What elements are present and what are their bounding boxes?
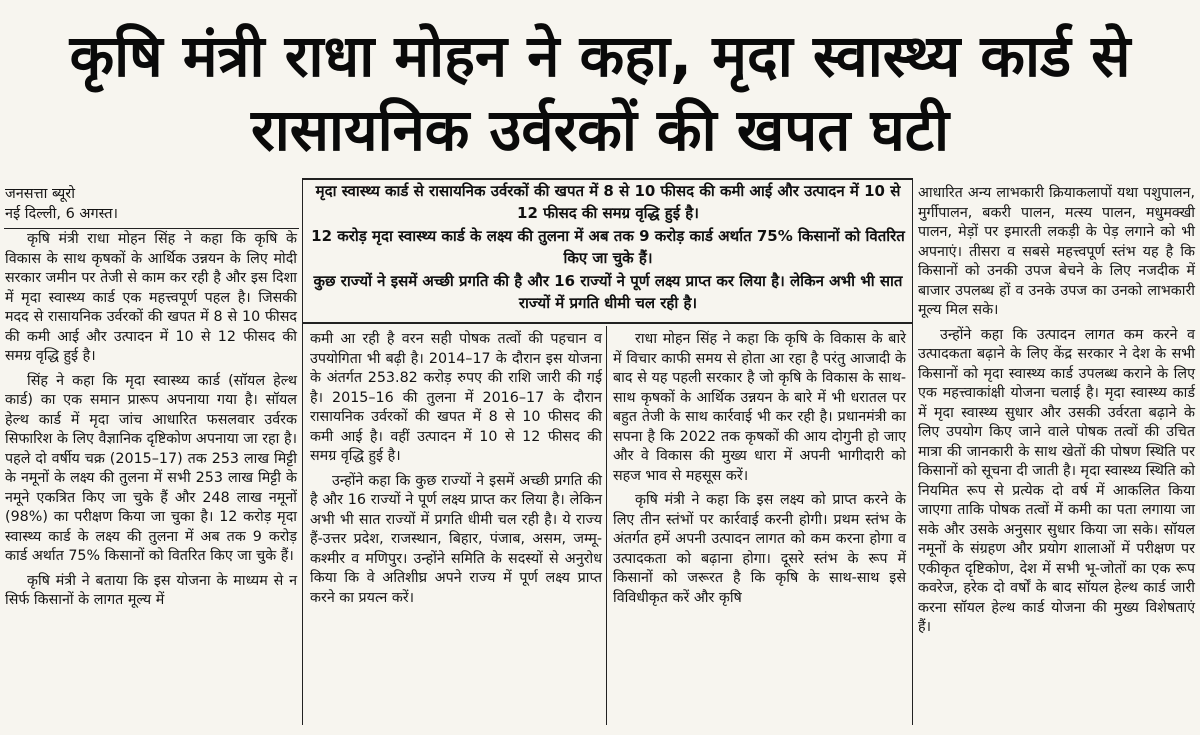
paragraph: उन्होंने कहा कि उत्पादन लागत कम करने व उत्पादकता बढ़ाने के लिए केंद्र सरकार ने देश के सभी किसानों को मृदा स्वास्थ्य कार्ड उपलब्ध कराने के लिए एक महत्त्वाकांक्षी योजना चलाई है। मृदा स्वास्थ्य कार्ड में मृदा स्वास्थ्य सुधार और उसकी उर्वरता बढ़ाने के लिए उपयोग किए जाने वाले पोषक तत्वों की उचित मात्रा की जानकारी के साथ खेतों की पोषण स्थिति पर किसानों को सूचना दी जाती है। मृदा स्वास्थ्य स्थिति को नियमित रूप से प्रत्येक दो वर्ष में आकलित किया जाएगा ताकि पोषक तत्वों में कमी का पता लगाया जा सके और उसके अनुसार सुधार किया जा सके। सॉयल नमूनों के संग्रहण और प्रयोग शालाओं में परीक्षण पर एकीकृत दृष्टिकोण, देश में सभी भू-जोतों का एक रूप कवरेज, हरेक दो वर्षों के बाद सॉयल हेल्थ कार्ड जारी करना सॉयल हेल्थ कार्ड योजना की मुख्य विशेषताएं हैं। — [918, 326, 1195, 635]
highlight-box — [308, 180, 908, 315]
column-rule-3 — [912, 180, 913, 725]
article-column-4 — [918, 184, 1195, 643]
highlight-item: कुछ राज्यों ने इसमें अच्छी प्रगति की है और 16 राज्यों ने पूर्ण लक्ष्य प्राप्त कर लिया है। लेकिन अभी भी सात राज्यों में प्रगति धीमी चल रही है। — [313, 272, 903, 312]
article-column-1 — [5, 184, 297, 616]
paragraph: कृषि मंत्री ने कहा कि इस लक्ष्य को प्राप्त करने के लिए तीन स्तंभों पर कार्रवाई करनी होगी। प्रथम स्तंभ के अंतर्गत हमें अपनी उत्पादन लागत को कम करना होगा व उत्पादकता को बढ़ाना होगा। दूसरे स्तंभ के रूप में किसानों को जरूरत है कि कृषि के साथ-साथ इसे विविधीकृत करें और कृषि — [613, 492, 906, 606]
byline-dateline: नई दिल्ली, 6 अगस्त। — [5, 206, 119, 222]
paragraph: कृषि मंत्री ने बताया कि इस योजना के माध्यम से न सिर्फ किसानों के लागत मूल्य में — [5, 572, 297, 608]
paragraph: आधारित अन्य लाभकारी क्रियाकलापों यथा पशुपालन, मुर्गीपालन, बकरी पालन, मत्स्य पालन, मधुमक्खी पालन, मेड़ों पर इमारती लकड़ी के पेड़ लगाने को भी अपनाएं। तीसरा व सबसे महत्त्वपूर्ण स्तंभ यह है कि किसानों को उनकी उपज बेचने के लिए नजदीक में बाजार उपलब्ध हों व उनके उपज का उनको लाभकारी मूल्य मिल सके। — [918, 185, 1195, 318]
column-rule-2 — [606, 326, 607, 725]
article-column-3 — [613, 330, 906, 613]
column-rule-1 — [302, 180, 303, 725]
paragraph: राधा मोहन सिंह ने कहा कि कृषि के विकास के बारे में विचार काफी समय से होता आ रहा है परंतु आजादी के बाद से यह पहली सरकार है जो कृषि के विकास के साथ-साथ कृषकों के आर्थिक उन्नयन के बारे में भी धरातल पर बहुत तेजी के साथ कार्रवाई भी कर रही है। प्रधानमंत्री का सपना है कि 2022 तक कृषकों की आय दोगुनी हो जाए और वे विकास की मुख्य धारा में अपनी भागीदारी को सहज भाव से महसूस करें। — [613, 331, 906, 484]
headline-line-1: कृषि मंत्री राधा मोहन ने कहा, मृदा स्वास्थ्य कार्ड से — [69, 22, 1131, 90]
highlight-bottom-rule — [302, 322, 913, 324]
article-column-2 — [310, 330, 602, 613]
headline — [0, 0, 1200, 170]
paragraph: उन्होंने कहा कि कुछ राज्यों ने इसमें अच्छी प्रगति की है और 16 राज्यों ने पूर्ण लक्ष्य प्राप्त कर लिया है। लेकिन अभी भी सात राज्यों में प्रगति धीमी चल रही है। ये राज्य हैं-उत्तर प्रदेश, राजस्थान, बिहार, पंजाब, असम, जम्मू-कश्मीर व मणिपुर। उन्होंने समिति के सदस्यों से अनुरोध किया कि वे अतिशीघ्र अपने राज्य में पूर्ण लक्ष्य प्राप्त करने का प्रयत्न करें। — [310, 472, 602, 606]
byline — [5, 184, 297, 224]
highlight-item: 12 करोड़ मृदा स्वास्थ्य कार्ड के लक्ष्य की तुलना में अब तक 9 करोड़ कार्ड अर्थात 75% किसानों को वितरित किए जा चुके हैं। — [311, 227, 905, 267]
byline-agency: जनसत्ता ब्यूरो — [5, 186, 75, 202]
paragraph: कमी आ रही है वरन सही पोषक तत्वों की पहचान व उपयोगिता भी बढ़ी है। 2014–17 के दौरान इस योजना के अंतर्गत 253.82 करोड़ रुपए की राशि जारी की गई है। 2015–16 की तुलना में 2016–17 के दौरान रासायनिक उर्वरकों की खपत में 8 से 10 फीसद की कमी आई है। वहीं उत्पादन में 10 से 12 फीसद की समग्र वृद्धि हुई है। — [310, 331, 602, 464]
headline-line-2: रासायनिक उर्वरकों की खपत घटी — [250, 96, 949, 164]
paragraph: सिंह ने कहा कि मृदा स्वास्थ्य कार्ड (सॉयल हेल्थ कार्ड) का एक समान प्रारूप अपनाया गया है। सॉयल हेल्थ कार्ड में मृदा जांच आधारित फसलवार उर्वरक सिफारिश के लिए वैज्ञानिक दृष्टिकोण अपनाया जा रहा है। पहले दो वर्षीय चक्र (2015–17) तक 253 लाख मिट्टी के नमूनों के लक्ष्य की तुलना में सभी 253 लाख मिट्टी के नमूने एकत्रित किए जा चुके हैं और 248 लाख नमूनों (98%) का परीक्षण किया जा चुका है। 12 करोड़ मृदा स्वास्थ्य कार्ड के लक्ष्य की तुलना में अब तक 9 करोड़ कार्ड अर्थात 75% किसानों को वितरित किए जा चुके हैं। — [5, 372, 297, 564]
paragraph: कृषि मंत्री राधा मोहन सिंह ने कहा कि कृषि के विकास के साथ कृषकों के आर्थिक उन्नयन के लिए मोदी सरकार जमीन पर तेजी से काम कर रही है और इस दिशा में मृदा स्वास्थ्य कार्ड एक महत्त्वपूर्ण पहल है। जिसकी मदद से रासायनिक उर्वरकों की खपत में 8 से 10 फीसद की कमी आई और उत्पादन में 10 से 12 फीसद की समग्र वृद्धि हुई है। — [5, 231, 297, 364]
highlight-item: मृदा स्वास्थ्य कार्ड से रासायनिक उर्वरकों की खपत में 8 से 10 फीसद की कमी आई और उत्पादन में 10 से 12 फीसद की समग्र वृद्धि हुई है। — [315, 182, 901, 222]
